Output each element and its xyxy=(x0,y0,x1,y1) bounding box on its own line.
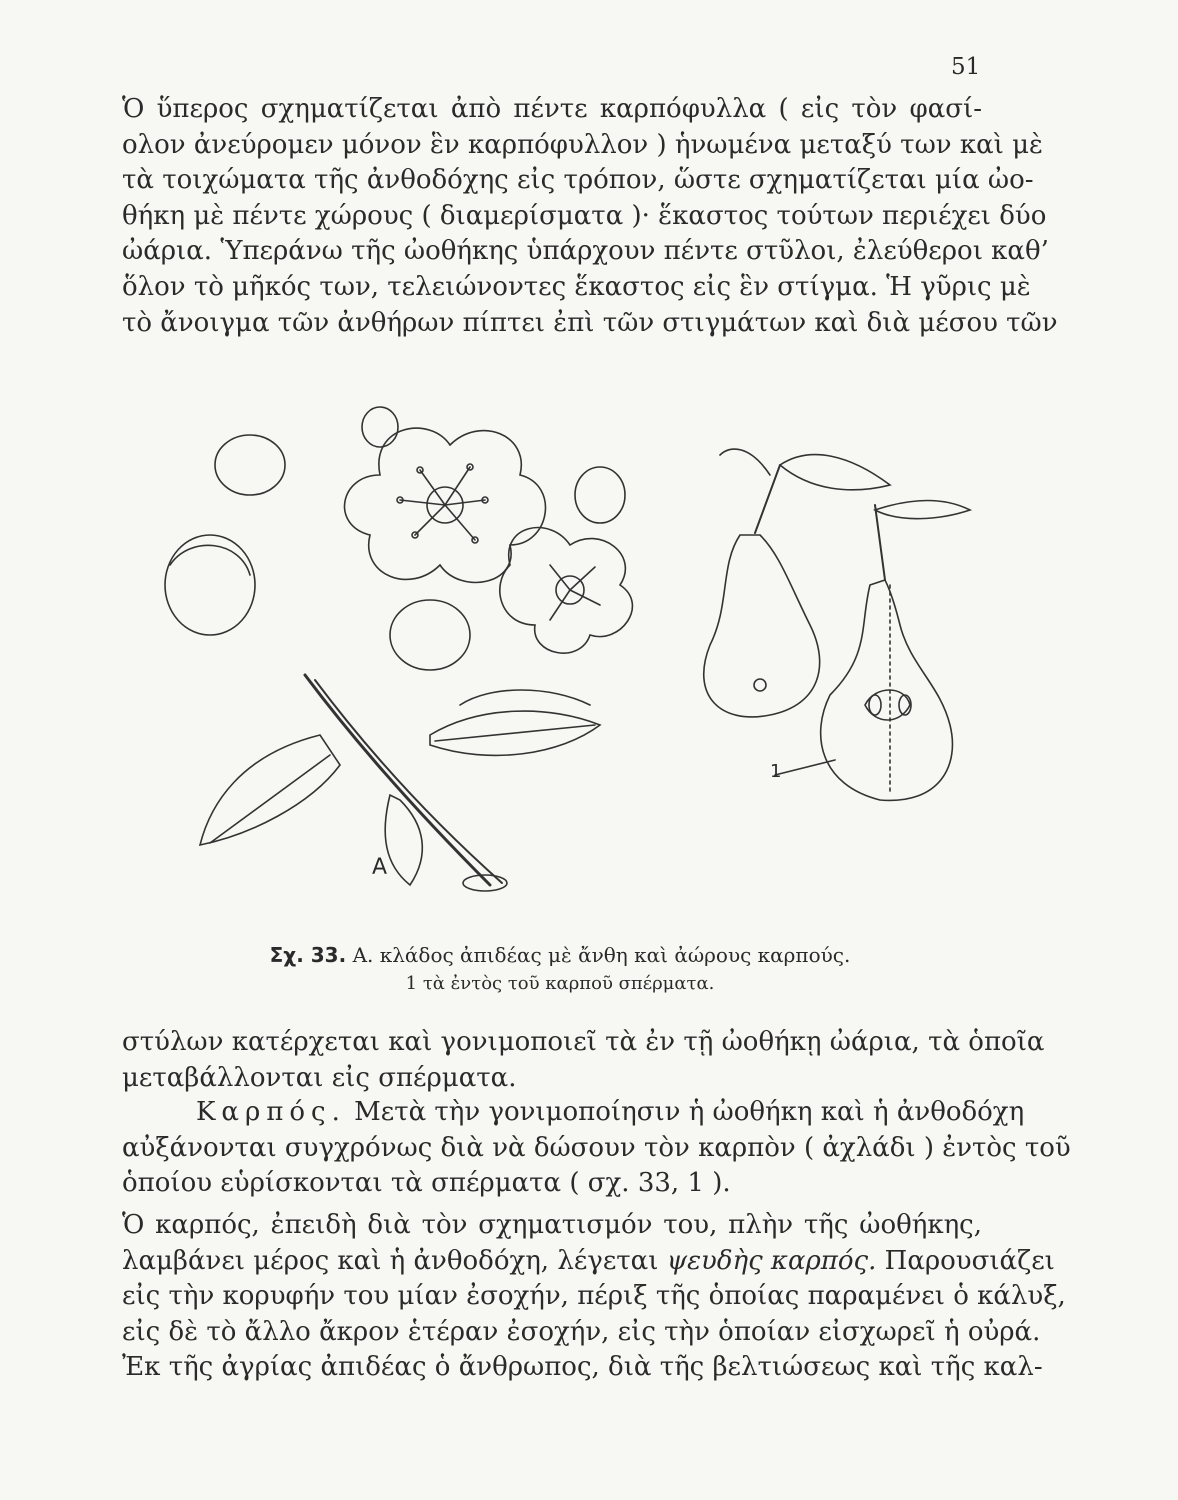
section-heading: Καρπός. xyxy=(196,1097,346,1127)
figure-pear-branch xyxy=(130,405,990,905)
text-line: ὠάρια. Ὑπεράνω τῆς ὠοθήκης ὑπάρχουν πέντε στῦλοι, ἐλεύθεροι καθ’ xyxy=(122,236,1049,267)
text-line: Ὁ καρπός, ἐπειδὴ διὰ τὸν σχηματισμόν του, πλὴν τῆς ὠοθήκης, xyxy=(122,1210,982,1240)
figure-caption xyxy=(120,942,1000,968)
paragraph-styles xyxy=(122,1025,1045,1096)
text-line xyxy=(122,1095,1025,1131)
text-line: ὁποίου εὑρίσκονται τὰ σπέρματα ( σχ. 33, 1 ). xyxy=(122,1168,731,1199)
figure-label-1: 1 xyxy=(770,761,782,782)
figure-label-a: Α xyxy=(372,855,388,880)
text-run: Παρουσιάζει xyxy=(884,1245,1055,1276)
flower xyxy=(500,528,633,654)
caption-text: Α. κλάδος ἀπιδέας μὲ ἄνθη καὶ ἀώρους καρπούς. xyxy=(352,943,851,967)
text-line: στύλων κατέρχεται καὶ γονιμοποιεῖ τὰ ἐν τῇ ὠοθήκῃ ὠάρια, τὰ ὁποῖα xyxy=(122,1027,1045,1057)
text-run: Μετὰ τὴν γονιμοποίησιν ἡ ὠοθήκη καὶ ἡ ἀνθοδόχη xyxy=(354,1097,1025,1127)
text-line xyxy=(122,1244,1055,1280)
pear-illustration xyxy=(130,405,990,905)
text-line: Ὁ ὕπερος σχηματίζεται ἀπὸ πέντε καρπόφυλλα ( εἰς τὸν φασί- xyxy=(122,94,982,124)
text-line: αὐξάνονται συγχρόνως διὰ νὰ δώσουν τὸν καρπὸν ( ἀχλάδι ) ἐντὸς τοῦ xyxy=(122,1132,1071,1163)
text-line: εἰς τὴν κορυφήν του μίαν ἐσοχήν, πέριξ τῆς ὁποίας παραμένει ὁ κάλυξ, xyxy=(122,1281,1066,1312)
paragraph-ovary xyxy=(122,92,1058,341)
caption-number: Σχ. 33. xyxy=(269,943,347,967)
pear-section xyxy=(775,501,970,801)
text-line: Ἐκ τῆς ἀγρίας ἀπιδέας ὁ ἄνθρωπος, διὰ τῆς βελτιώσεως καὶ τῆς καλ- xyxy=(122,1352,1043,1383)
page-number: 51 xyxy=(951,54,981,80)
text-run: λαμβάνει μέρος καὶ ἡ ἀνθοδόχη, λέγεται xyxy=(122,1245,659,1276)
paragraph-false-fruit xyxy=(122,1208,1066,1386)
flower xyxy=(345,428,546,582)
text-line: θήκη μὲ πέντε χώρους ( διαμερίσματα )· ἕκαστος τούτων περιέχει δύο xyxy=(122,200,1047,231)
italic-term: ψευδὴς καρπός. xyxy=(666,1245,877,1276)
text-line: μεταβάλλονται εἰς σπέρματα. xyxy=(122,1062,517,1093)
flower-bud xyxy=(165,407,625,670)
text-line: τὰ τοιχώματα τῆς ἀνθοδόχης εἰς τρόπον, ὥστε σχηματίζεται μία ὠο- xyxy=(122,165,1034,196)
text-line: ολον ἀνεύρομεν μόνον ἓν καρπόφυλλον ) ἡνωμένα μεταξύ των καὶ μὲ xyxy=(122,129,1043,160)
text-line: ὅλον τὸ μῆκός των, τελειώνοντες ἕκαστος εἰς ἓν στίγμα. Ἡ γῦρις μὲ xyxy=(122,271,1031,302)
paragraph-fruit xyxy=(122,1095,1071,1202)
pear-fruit xyxy=(704,449,890,717)
leaf xyxy=(200,735,340,845)
text-line: τὸ ἄνοιγμα τῶν ἀνθήρων πίπτει ἐπὶ τῶν στιγμάτων καὶ διὰ μέσου τῶν xyxy=(122,307,1058,338)
text-line: εἰς δὲ τὸ ἄλλο ἄκρον ἑτέραν ἐσοχήν, εἰς τὴν ὁποίαν εἰσχωρεῖ ἡ οὐρά. xyxy=(122,1316,1041,1347)
figure-caption-line2: 1 τὰ ἐντὸς τοῦ καρποῦ σπέρματα. xyxy=(405,973,715,994)
